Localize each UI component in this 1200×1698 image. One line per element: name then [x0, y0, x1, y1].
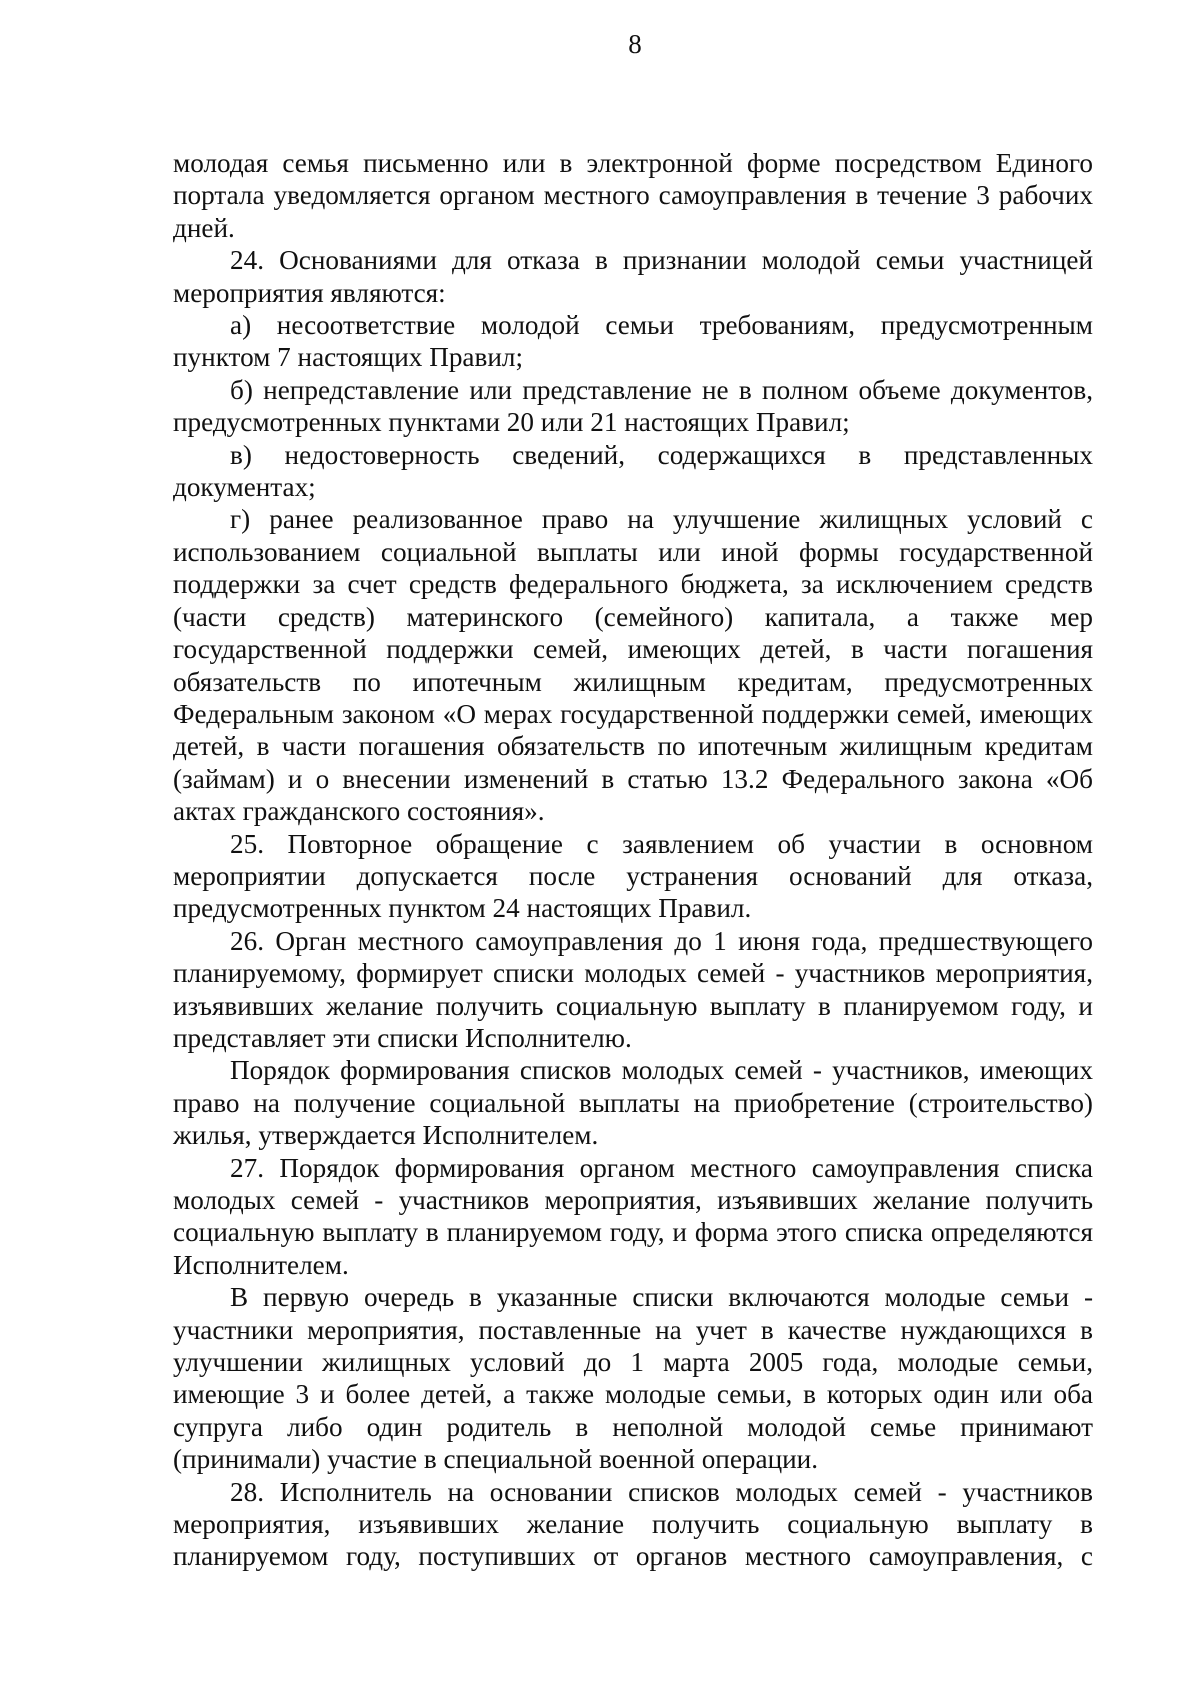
page-number: 8	[628, 29, 642, 59]
paragraph-25: 25. Повторное обращение с заявлением об участии в основном мероприятии допускается после устранения оснований для отказа, предусмотренных пунктом 24 настоящих Правил.	[173, 828, 1093, 924]
paragraph-27-priority: В первую очередь в указанные списки включаются молодые семьи - участники мероприятия, поставленные на учет в качестве нуждающихся в улучшении жилищных условий до 1 марта 2005 года, молодые семьи, имеющие 3 и более детей, а также молодые семьи, в которых один или оба супруга либо один родитель в неполной молодой семье принимают (принимали) участие в специальной военной операции.	[173, 1282, 1093, 1475]
paragraph-24: 24. Основаниями для отказа в признании молодой семьи участницей мероприятия являются:	[173, 245, 1093, 308]
paragraph-24-a: а) несоответствие молодой семьи требованиям, предусмотренным пунктом 7 настоящих Правил;	[173, 310, 1093, 373]
paragraph-26: 26. Орган местного самоуправления до 1 июня года, предшествующего планируемому, формирует списки молодых семей - участников мероприятия, изъявивших желание получить социальную выплату в планируемом году, и представляет эти списки Исполнителю.	[173, 925, 1093, 1053]
paragraph-27: 27. Порядок формирования органом местного самоуправления списка молодых семей - участников мероприятия, изъявивших желание получить социальную выплату в планируемом году, и форма этого списка определяются Исполнителем.	[173, 1152, 1093, 1280]
document-body	[173, 147, 1093, 1573]
paragraph-24-v: в) недостоверность сведений, содержащихся в представленных документах;	[173, 439, 1093, 503]
paragraph-24-b: б) непредставление или представление не в полном объеме документов, предусмотренных пунктами 20 или 21 настоящих Правил;	[173, 374, 1093, 438]
paragraph-24-g: г) ранее реализованное право на улучшение жилищных условий с использованием социальной выплаты или иной формы государственной поддержки за счет средств федерального бюджета, за исключением средств (части средств) материнского (семейного) капитала, а также мер государственной поддержки семей, имеющих детей, в части погашения обязательств по ипотечным жилищным кредитам, предусмотренных Федеральным законом «О мерах государственной поддержки семей, имеющих детей, в части погашения обязательств по ипотечным жилищным кредитам (займам) и о внесении изменений в статью 13.2 Федерального закона «Об актах гражданского состояния».	[173, 504, 1093, 827]
paragraph-28: 28. Исполнитель на основании списков молодых семей - участников мероприятия, изъявивших желание получить социальную выплату в планируемом году, поступивших от органов местного самоуправления, с	[173, 1476, 1093, 1572]
paragraph-26-order: Порядок формирования списков молодых семей - участников, имеющих право на получение социальной выплаты на приобретение (строительство) жилья, утверждается Исполнителем.	[173, 1055, 1093, 1151]
paragraph-continuation: молодая семья письменно или в электронной форме посредством Единого портала уведомляется органом местного самоуправления в течение 3 рабочих дней.	[173, 148, 1093, 243]
